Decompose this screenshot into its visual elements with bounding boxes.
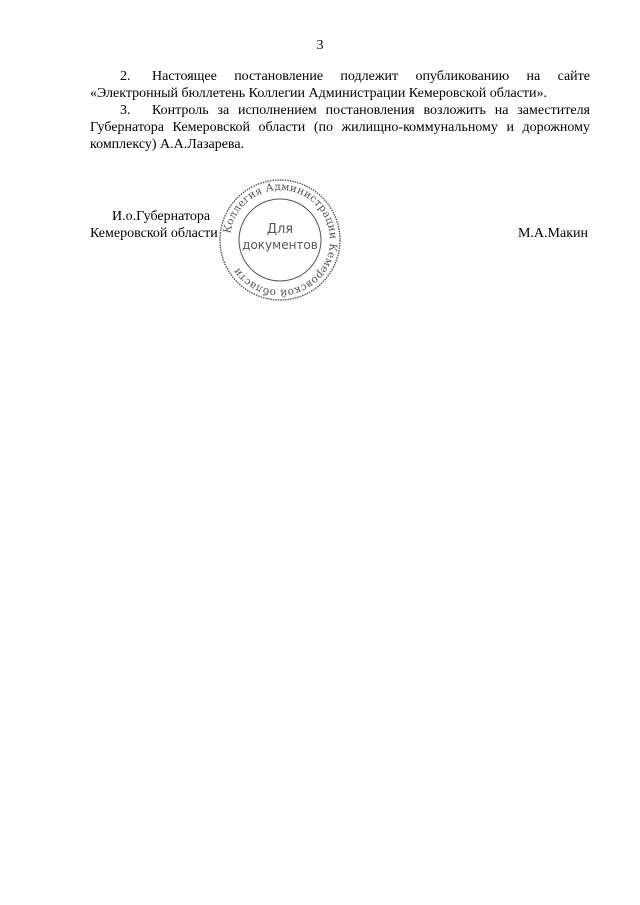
signatory-title-line1: И.о.Губернатора — [112, 209, 211, 224]
seal-center-line1: Для — [266, 222, 294, 237]
paragraph-3 — [90, 102, 590, 153]
official-seal-stamp — [218, 178, 342, 302]
svg-text:Коллегия Администрации Кемеров: Коллегия Администрации Кемеровской области — [221, 180, 340, 300]
paragraph-text: Настоящее постановление подлежит опубликованию на сайте «Электронный бюллетень Коллегии Администрации Кемеровской области». — [90, 69, 590, 101]
signatory-title-line2: Кемеровской области — [90, 226, 218, 241]
seal-icon — [218, 178, 342, 302]
page-number: 3 — [316, 38, 324, 53]
paragraph-number: 2. — [120, 69, 131, 84]
signatory-name: М.А.Макин — [517, 226, 588, 241]
document-body — [90, 68, 590, 153]
paragraph-text: Контроль за исполнением постановления возложить на заместителя Губернатора Кемеровской области (по жилищно-коммунальному и дорожному комплексу) А.А.Лазарева. — [90, 103, 590, 152]
paragraph-number: 3. — [120, 103, 131, 118]
seal-center-line2: документов — [242, 238, 318, 252]
paragraph-2 — [90, 68, 590, 102]
